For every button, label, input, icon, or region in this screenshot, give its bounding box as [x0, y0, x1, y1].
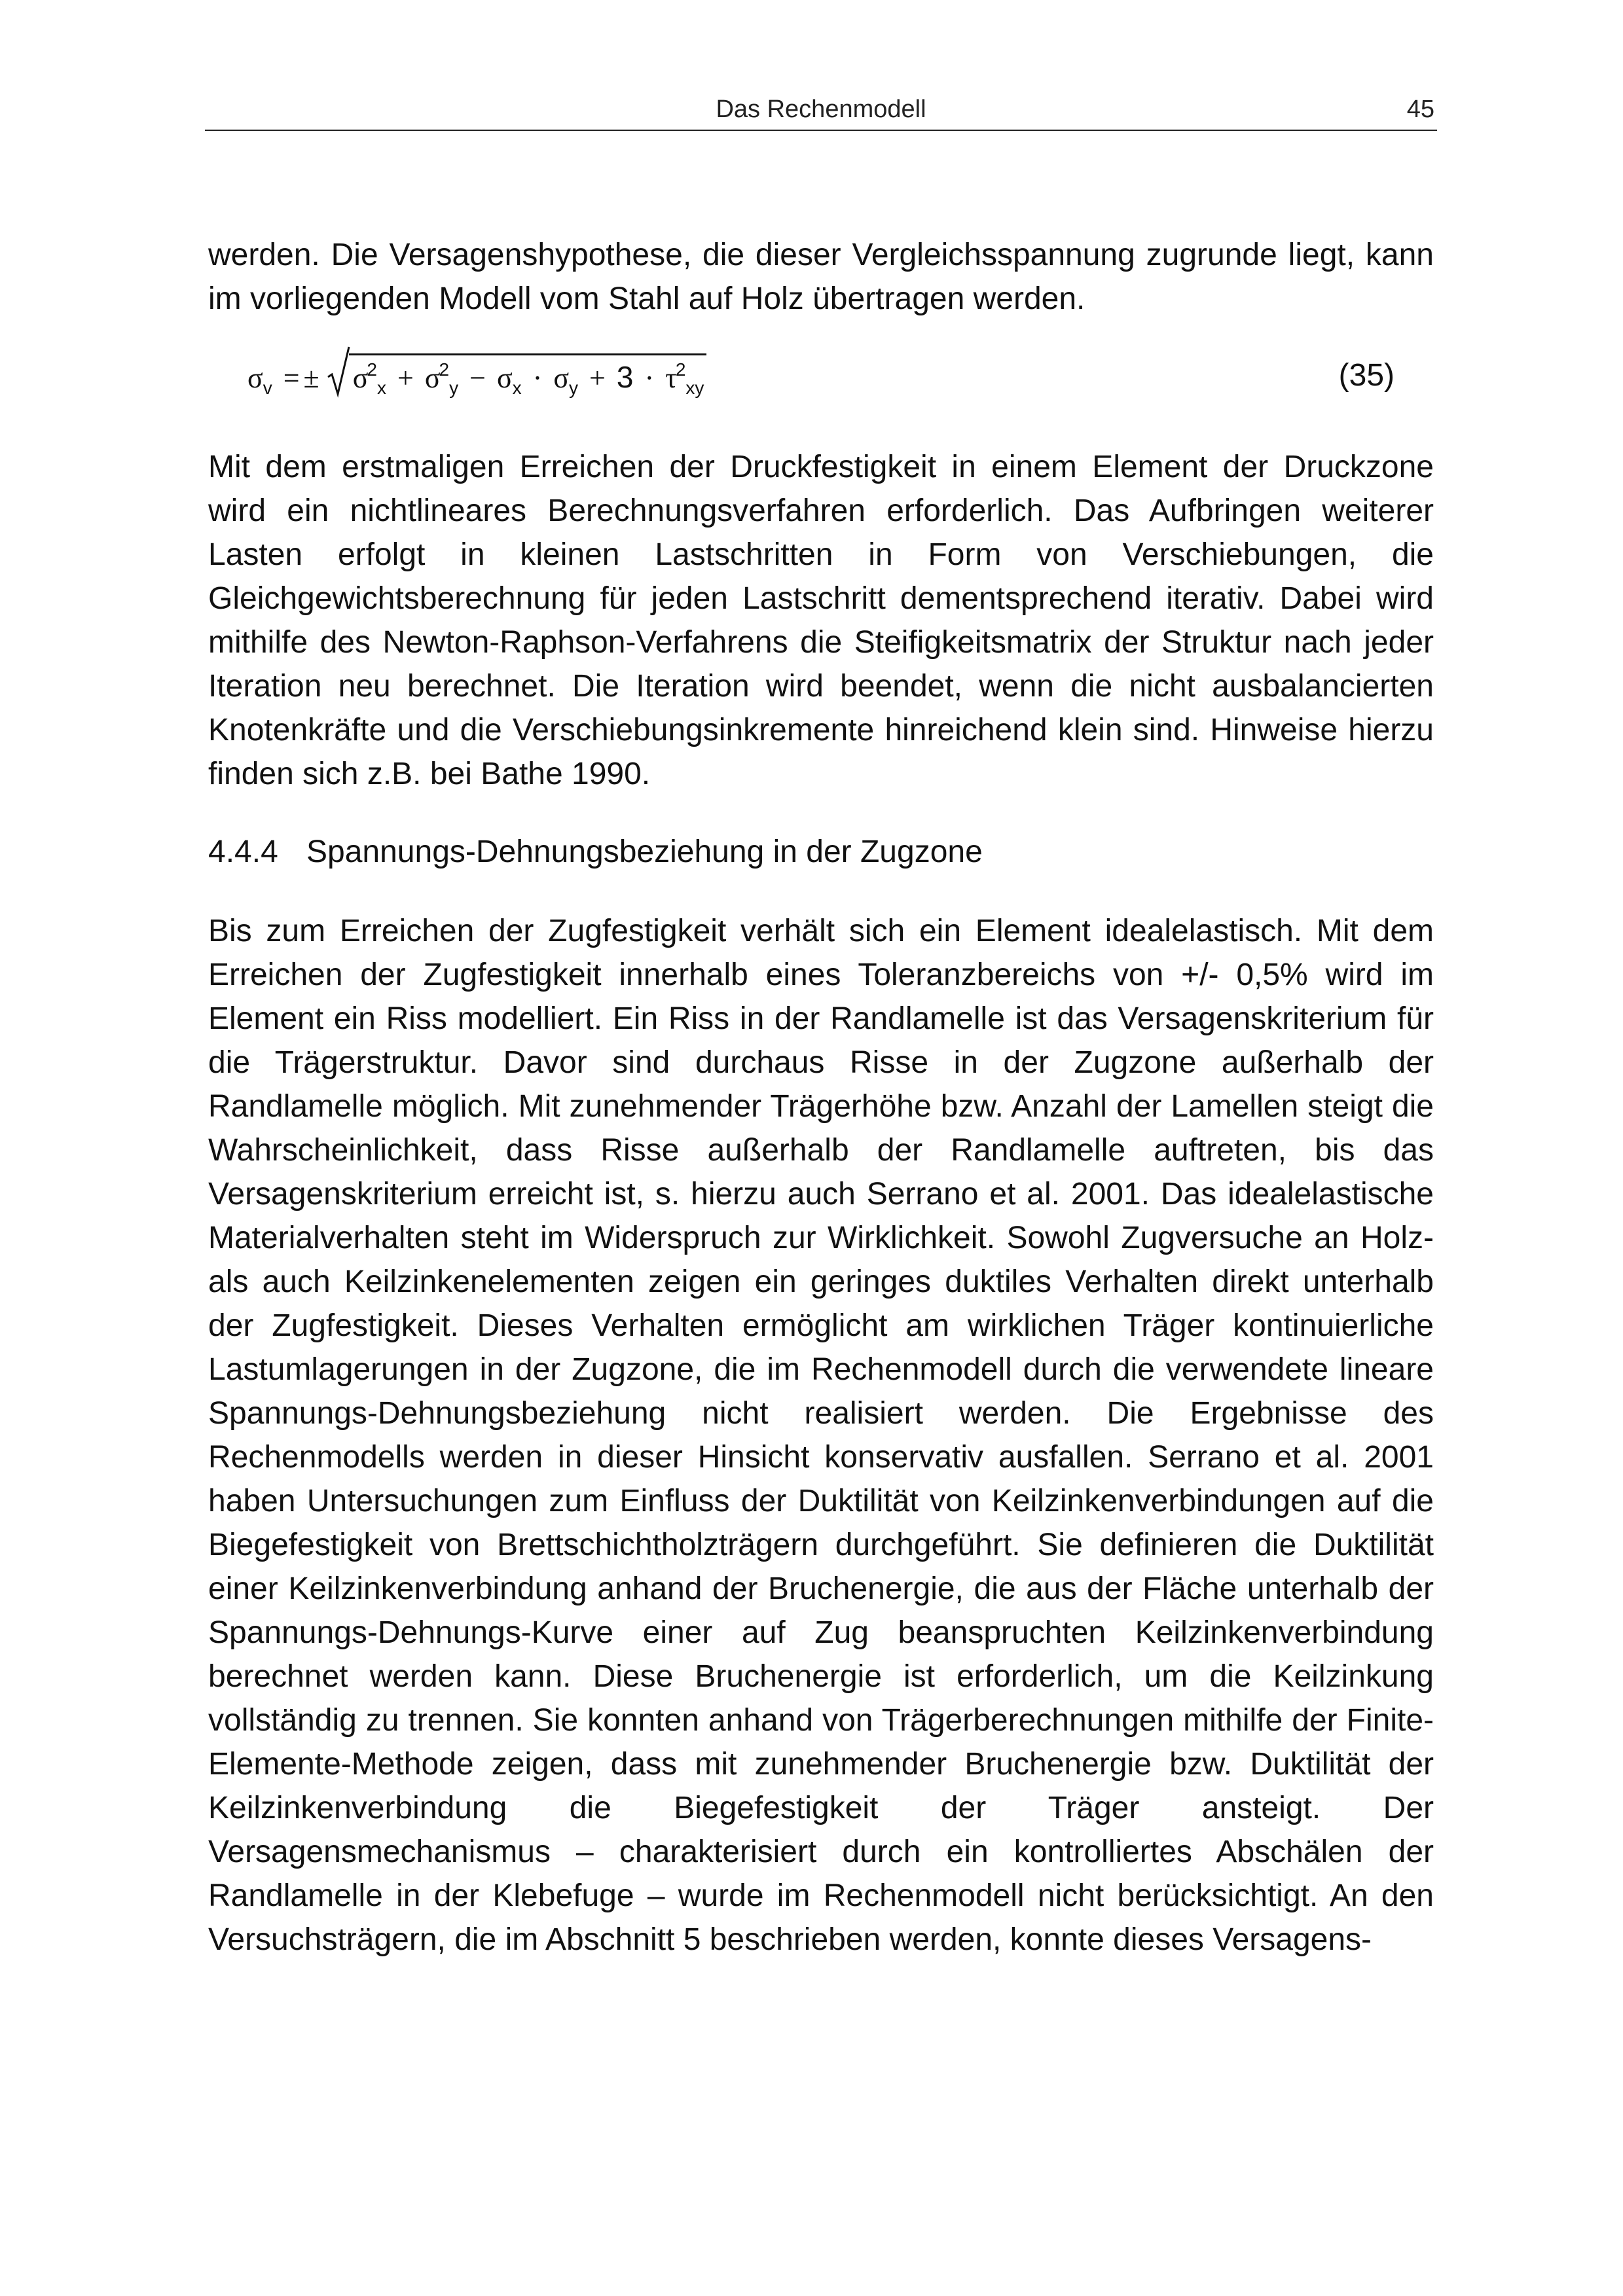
eq-dot-1: ·	[532, 362, 543, 394]
eq-radicand	[349, 353, 707, 399]
eq-sigma-y: σ	[424, 362, 441, 394]
eq-sigma-y2: σ	[553, 362, 570, 394]
section-number: 4.4.4	[208, 834, 278, 869]
eq-sub-y2: y	[569, 378, 579, 398]
eq-tau-xy: τ	[665, 362, 677, 394]
section-title: Spannungs-Dehnungsbeziehung in der Zugzone	[306, 834, 983, 869]
paragraph-intro: werden. Die Versagenshypothese, die dieser Vergleichsspannung zugrunde liegt, kann im vorliegenden Modell vom Stahl auf Holz übertragen werden.	[208, 238, 1434, 316]
eq-three: 3	[616, 360, 634, 394]
eq-exp-xy: 2	[675, 359, 686, 380]
eq-dot-2: ·	[644, 362, 655, 394]
eq-square-root	[327, 353, 707, 399]
eq-plus-2: +	[589, 362, 606, 394]
eq-sub-y: y	[449, 378, 459, 398]
paragraph-nonlinear: Mit dem erstmaligen Erreichen der Druckfestigkeit in einem Element der Druckzone wird ein nichtlineares Berechnungsverfahren erforderlich. Das Aufbringen weiterer Lasten erfolgt in kleinen Lastschritten in Form von Verschiebungen, die Gleichgewichtsberechnung für jeden Lastschritt dementsprechend iterativ. Dabei wird mithilfe des Newton-Raphson-Verfahrens die Steifigkeitsmatrix der Struktur nach jeder Iteration neu berechnet. Die Iteration wird beendet, wenn die nicht ausbalancierten Knotenkräfte und die Verschiebungsinkremente hinreichend klein sind. Hinweise hierzu finden sich z.B. bei Bathe 1990.	[208, 450, 1434, 791]
eq-minus: −	[469, 362, 486, 394]
eq-equals: =	[283, 362, 300, 394]
paragraph-tension-zone: Bis zum Erreichen der Zugfestigkeit verhält sich ein Element idealelastisch. Mit dem Erreichen der Zugfestigkeit innerhalb eines Toleranzbereichs von +/- 0,5% wird im Element ein Riss modelliert. Ein Riss in der Randlamelle ist das Versagenskriterium für die Trägerstruktur. Davor sind durchaus Risse in der Zugzone außerhalb der Randlamelle möglich. Mit zunehmender Trägerhöhe bzw. Anzahl der Lamellen steigt die Wahrscheinlichkeit, dass Risse außerhalb der Randlamelle auftreten, bis das Versagenskriterium erreicht ist, s. hierzu auch Serrano et al. 2001. Das idealelastische Materialverhalten steht im Widerspruch zur Wirklichkeit. Sowohl Zugversuche an Holz- als auch Keilzinkenelementen zeigen ein geringes duktiles Verhalten direkt unterhalb der Zugfestigkeit. Dieses Verhalten ermöglicht am wirklichen Träger kontinuierliche Lastumlagerungen in der Zugzone, die im Rechenmodell durch die verwendete lineare Spannungs-Dehnungsbeziehung nicht realisiert werden. Die Ergebnisse des Rechenmodells werden in dieser Hinsicht konservativ ausfallen. Serrano et al. 2001 haben Untersuchungen zum Einfluss der Duktilität von Keilzinkenverbindungen auf die Biegefestigkeit von Brettschichtholzträgern durchgeführt. Sie definieren die Duktilität einer Keilzinkenverbindung anhand der Bruchenergie, die aus der Fläche unterhalb der Spannungs-Dehnungs-Kurve einer auf Zug beanspruchten Keilzinkenverbindung berechnet werden kann. Diese Bruchenergie ist erforderlich, um die Keilzinkung vollständig zu trennen. Sie konnten anhand von Trägerberechnungen mithilfe der Finite-Elemente-Methode zeigen, dass mit zunehmender Bruchenergie bzw. Duktilität der Keilzinkenverbindung die Biegefestigkeit der Träger ansteigt. Der Versagensmechanismus – charakterisiert durch ein kontrolliertes Abschälen der Randlamelle in der Klebefuge – wurde im Rechenmodell nicht berücksichtigt. An den Versuchsträgern, die im Abschnitt 5 beschrieben werden, konnte dieses Versagens-	[208, 914, 1434, 1957]
section-heading	[208, 830, 1434, 874]
eq-sub-x: x	[377, 378, 386, 398]
running-header	[205, 92, 1437, 131]
equation-35	[208, 329, 1434, 445]
eq-sigma-x2: σ	[496, 362, 513, 394]
eq-sub-x2: x	[512, 378, 522, 398]
eq-plus-1: +	[397, 362, 414, 394]
page-body	[208, 233, 1434, 1962]
eq-exp-y: 2	[439, 359, 450, 380]
eq-sigma-x: σ	[352, 362, 369, 394]
formula-von-mises	[247, 353, 706, 399]
eq-sub-xy: xy	[685, 378, 704, 398]
equation-number: (35)	[1338, 358, 1395, 393]
eq-plus-minus: ±	[303, 362, 319, 394]
eq-sub-v: v	[263, 378, 272, 398]
header-title: Das Rechenmodell	[716, 96, 926, 123]
page-number: 45	[1406, 96, 1434, 123]
eq-exp-x: 2	[367, 359, 377, 380]
eq-sigma-symbol: σ	[247, 362, 263, 394]
radical-sign-icon	[327, 346, 350, 398]
